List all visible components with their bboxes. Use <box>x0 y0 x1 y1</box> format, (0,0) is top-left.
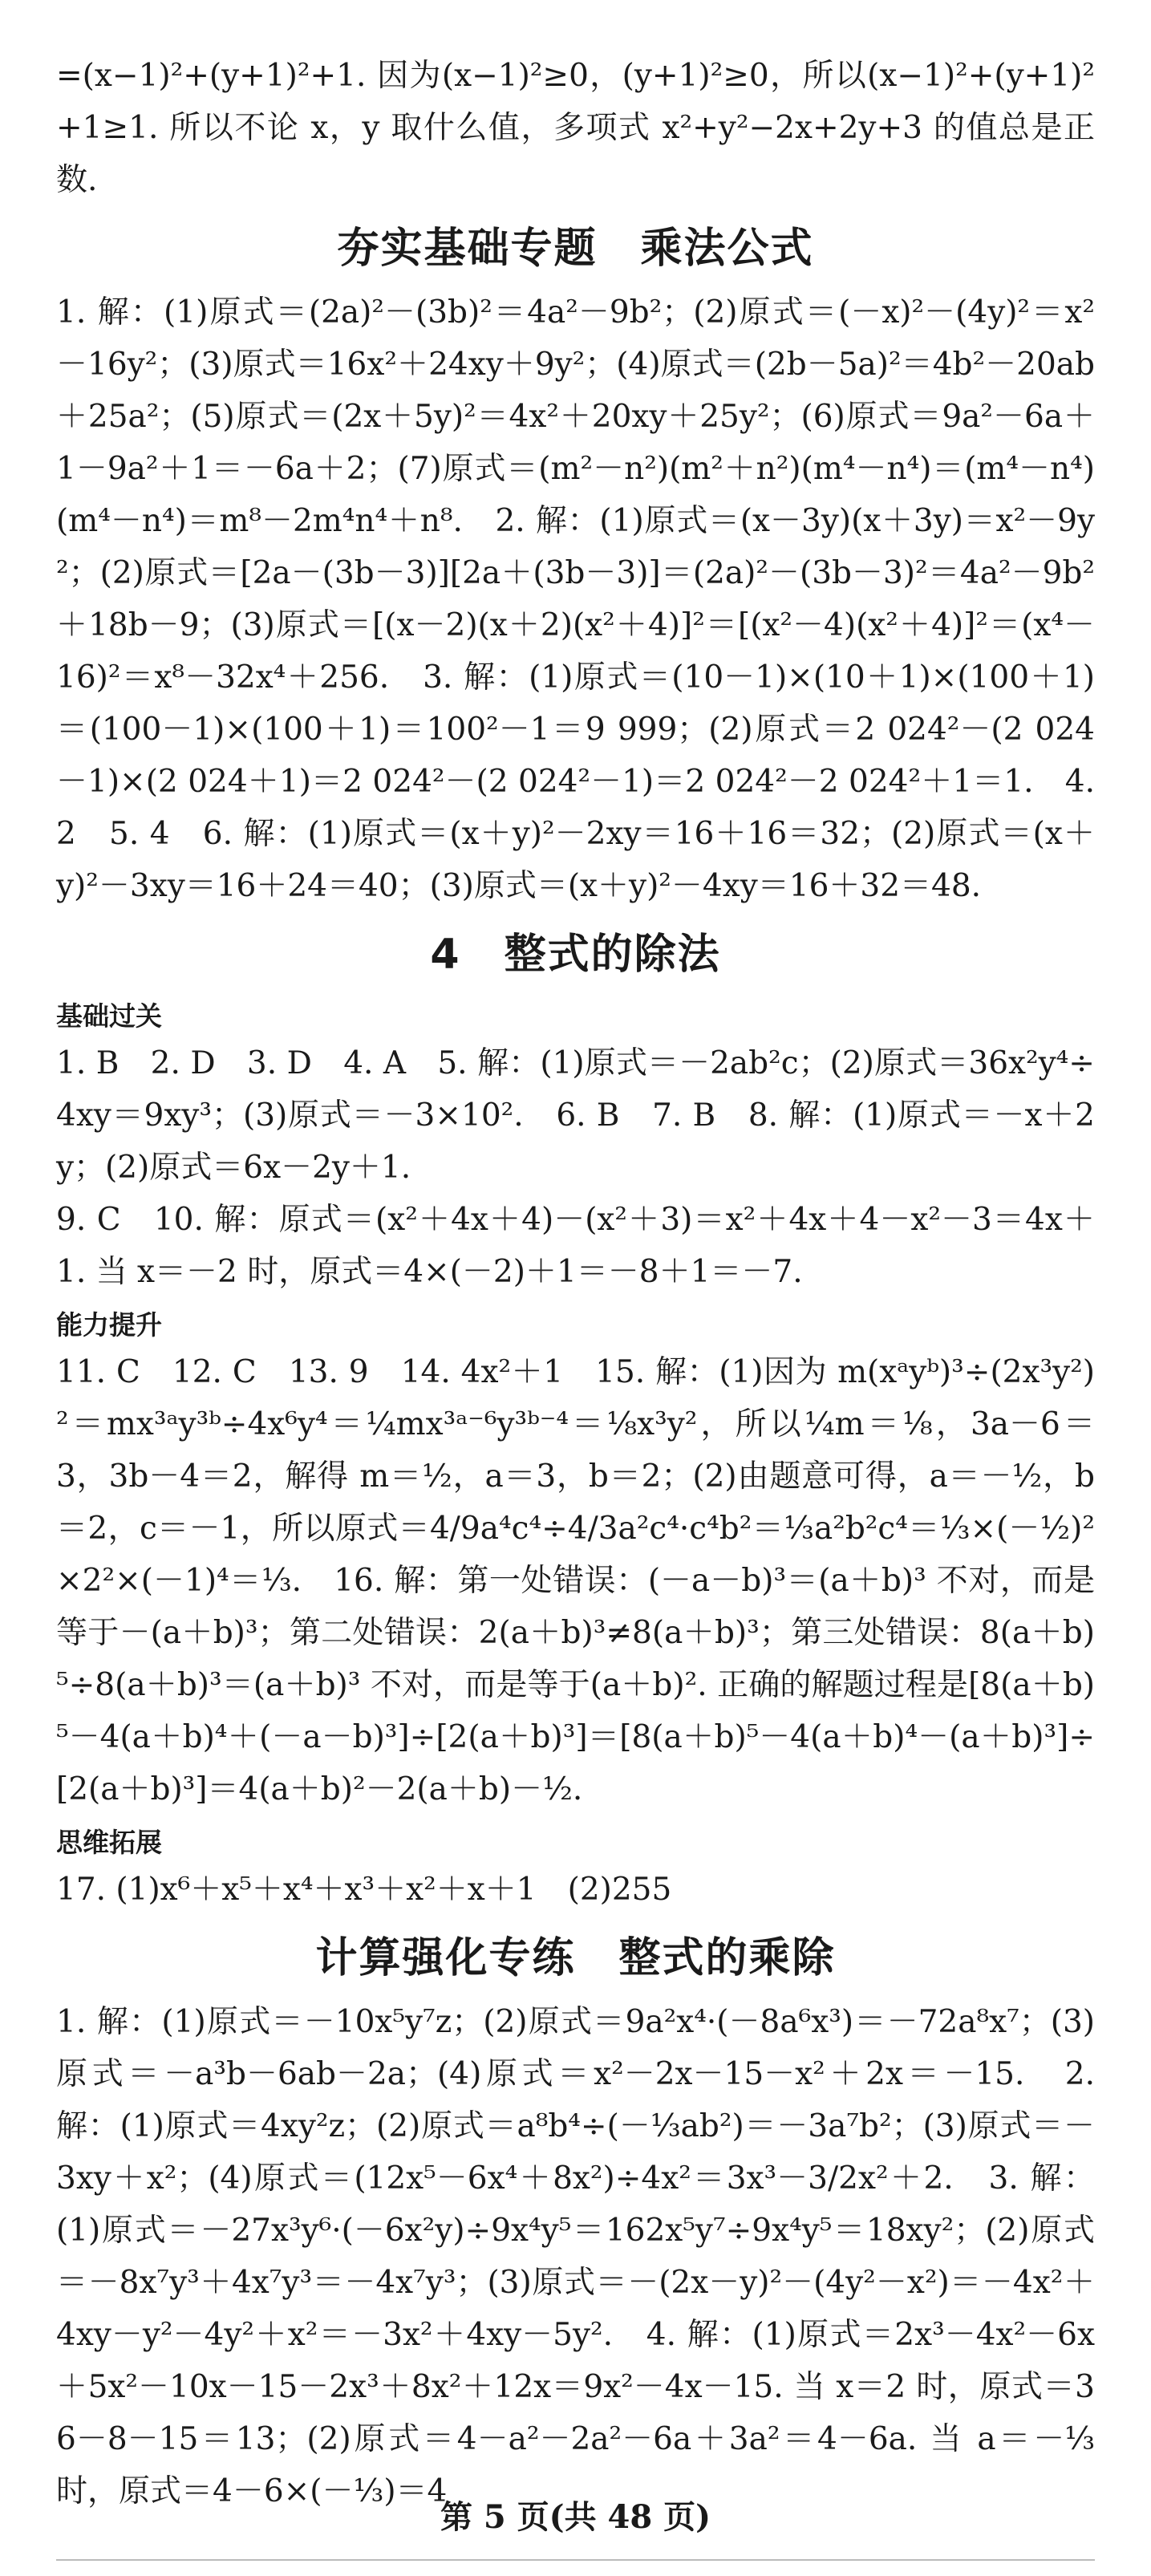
subheading-extension: 思维拓展 <box>56 1827 162 1858</box>
lead-paragraph: =(x−1)²+(y+1)²+1. 因为(x−1)²≥0，(y+1)²≥0，所以(x−1)²+(y+1)²+1≥1. 所以不论 x，y 取什么值，多项式 x²+y²−2x+2y+3 的值总是正数. <box>56 58 1095 198</box>
section-2-answers-1: 1. B 2. D 3. D 4. A 5. 解：(1)原式＝－2ab²c；(2)原式＝36x²y⁴÷4xy＝9xy³；(3)原式＝－3×10². 6. B 7. B 8. 解：(1)原式＝－x＋2y；(2)原式＝6x－2y＋1. <box>56 1045 1095 1186</box>
section-3-answers: 1. 解：(1)原式＝－10x⁵y⁷z；(2)原式＝9a²x⁴·(－8a⁶x³)＝－72a⁸x⁷；(3)原式＝－a³b－6ab－2a；(4)原式＝x²－2x－15－x²＋2x＝－15. 2. 解：(1)原式＝4xy²z；(2)原式＝a⁸b⁴÷(－⅓ab²)＝－3a⁷b²；(3)原式＝－3xy＋x²；(4)原式＝(12x⁵－6x⁴＋8x²)÷4x²＝3x³－3/2x²＋2. 3. 解：(1)原式＝－27x³y⁶·(－6x²y)÷9x⁴y⁵＝162x⁵y⁷÷9x⁴y⁵＝18xy²；(2)原式＝－8x⁷y³＋4x⁷y³＝－4x⁷y³；(3)原式＝－(2x－y)²－(4y²－x²)＝－4x²＋4xy－y²－4y²＋x²＝－3x²＋4xy－5y². 4. 解：(1)原式＝2x³－4x²－6x＋5x²－10x－15－2x³＋8x²＋12x＝9x²－4x－15. 当 x＝2 时，原式＝36－8－15＝13；(2)原式＝4－a²－2a²－6a＋3a²＝4－6a. 当 a＝－⅓时，原式＝4－6×(－⅓)＝4 <box>56 2004 1095 2509</box>
section-1-answers: 1. 解：(1)原式＝(2a)²－(3b)²＝4a²－9b²；(2)原式＝(－x)²－(4y)²＝x²－16y²；(3)原式＝16x²＋24xy＋9y²；(4)原式＝(2b－5a)²＝4b²－20ab＋25a²；(5)原式＝(2x＋5y)²＝4x²＋20xy＋25y²；(6)原式＝9a²－6a＋1－9a²＋1＝－6a＋2；(7)原式＝(m²－n²)(m²＋n²)(m⁴－n⁴)＝(m⁴－n⁴)(m⁴－n⁴)＝m⁸－2m⁴n⁴＋n⁸. 2. 解：(1)原式＝(x－3y)(x＋3y)＝x²－9y²；(2)原式＝[2a－(3b－3)][2a＋(3b－3)]＝(2a)²－(3b－3)²＝4a²－9b²＋18b－9；(3)原式＝[(x－2)(x＋2)(x²＋4)]²＝[(x²－4)(x²＋4)]²＝(x⁴－16)²＝x⁸－32x⁴＋256. 3. 解：(1)原式＝(10－1)×(10＋1)×(100＋1)＝(100－1)×(100＋1)＝100²－1＝9 999；(2)原式＝2 024²－(2 024－1)×(2 024＋1)＝2 024²－(2 024²－1)＝2 024²－2 024²＋1＝1. 4. 2 5. 4 6. 解：(1)原式＝(x＋y)²－2xy＝16＋16＝32；(2)原式＝(x＋y)²－3xy＝16＋24＝40；(3)原式＝(x＋y)²－4xy＝16＋32＝48. <box>56 294 1095 904</box>
section-2-answers-3: 11. C 12. C 13. 9 14. 4x²＋1 15. 解：(1)因为 m(xᵃyᵇ)³÷(2x³y²)²＝mx³ᵃy³ᵇ÷4x⁶y⁴＝¼mx³ᵃ⁻⁶y³ᵇ⁻⁴＝⅛x³y²，所以¼m＝⅛，3a－6＝3，3b－4＝2，解得 m＝½，a＝3，b＝2；(2)由题意可得，a＝－½，b＝2，c＝－1，所以原式＝4/9a⁴c⁴÷4/3a²c⁴·c⁴b²＝⅓a²b²c⁴＝⅓×(－½)²×2²×(－1)⁴＝⅓. 16. 解：第一处错误：(－a－b)³＝(a＋b)³ 不对，而是等于－(a＋b)³；第二处错误：2(a＋b)³≠8(a＋b)³；第三处错误：8(a＋b)⁵÷8(a＋b)³＝(a＋b)³ 不对，而是等于(a＋b)². 正确的解题过程是[8(a＋b)⁵－4(a＋b)⁴＋(－a－b)³]÷[2(a＋b)³]＝[8(a＋b)⁵－4(a＋b)⁴－(a＋b)³]÷[2(a＋b)³]＝4(a＋b)²－2(a＋b)－½. <box>56 1354 1096 1807</box>
section-2-answers-2: 9. C 10. 解：原式＝(x²＋4x＋4)－(x²＋3)＝x²＋4x＋4－x²－3＝4x＋1. 当 x＝－2 时，原式＝4×(－2)＋1＝－8＋1＝－7. <box>56 1202 1095 1290</box>
subheading-basic: 基础过关 <box>56 1000 162 1032</box>
section-title-calculation-practice: 计算强化专练 整式的乘除 <box>315 1934 836 1982</box>
subheading-ability: 能力提升 <box>56 1309 162 1341</box>
section-title-division: 4 整式的除法 <box>430 931 721 979</box>
page-number-footer: 第 5 页(共 48 页) <box>440 2498 711 2536</box>
section-2-answers-4: 17. (1)x⁶＋x⁵＋x⁴＋x³＋x²＋x＋1 (2)255 <box>56 1872 672 1908</box>
bottom-divider <box>56 2559 1095 2561</box>
section-title-multiplication-formulas: 夯实基础专题 乘法公式 <box>337 225 814 273</box>
